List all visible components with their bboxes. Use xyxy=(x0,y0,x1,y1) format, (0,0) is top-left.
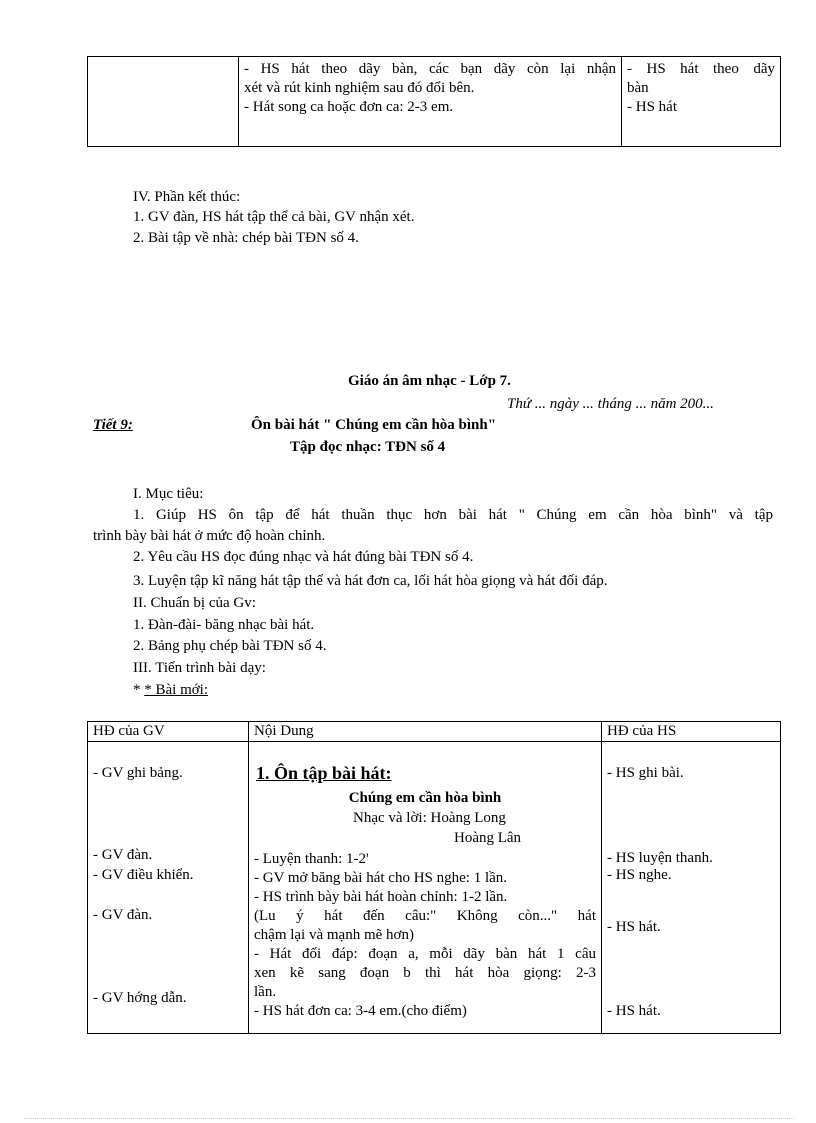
gv-activity: - GV điều khiển. xyxy=(93,867,194,883)
content-line: - Hát đối đáp: đoạn a, mỗi dãy bàn hát 1 câu xyxy=(254,946,596,962)
ending-item-1: 1. GV đàn, HS hát tập thể cả bài, GV nhận xét. xyxy=(133,209,415,225)
lesson-subtitle-2: Tập đọc nhạc: TĐN số 4 xyxy=(290,439,446,455)
objectives-heading: I. Mục tiêu: xyxy=(133,486,204,502)
hs-activity: - HS luyện thanh. xyxy=(607,850,713,866)
content-line: (Lu ý hát đến câu:" Không còn..." hát xyxy=(254,908,596,924)
ending-heading: IV. Phần kết thúc: xyxy=(133,189,241,205)
main-table xyxy=(87,721,781,1034)
lesson-subtitle-1: Ôn bài hát " Chúng em cần hòa bình" xyxy=(251,417,497,433)
content-line: xen kẽ sang đoạn b thì hát hòa giọng: 2-3 xyxy=(254,965,596,981)
lesson-title: Giáo án âm nhạc - Lớp 7. xyxy=(348,373,511,389)
header-hs: HĐ của HS xyxy=(602,722,781,742)
song-author-2: Hoàng Lân xyxy=(454,830,522,846)
top-hs-line: bàn xyxy=(627,80,649,96)
ending-item-2: 2. Bài tập về nhà: chép bài TĐN số 4. xyxy=(133,230,359,246)
top-content-line: - HS hát theo dãy bàn, các bạn dãy còn lại nhận xyxy=(244,61,616,77)
gv-activities-cell xyxy=(88,742,249,1034)
objective-1-line-2: trình bày bài hát ở mức độ hoàn chỉnh. xyxy=(93,528,326,544)
top-hs-line: - HS hát theo dãy xyxy=(627,61,775,77)
preparation-item-1: 1. Đàn-đài- băng nhạc bài hát. xyxy=(133,617,315,633)
process-heading: III. Tiến trình bài dạy: xyxy=(133,660,266,676)
top-table-hs-cell xyxy=(622,57,781,147)
new-lesson-label: * * Bài mới: xyxy=(133,682,209,698)
gv-activity: - GV hớng dẫn. xyxy=(93,990,187,1006)
hs-activity: - HS ghi bài. xyxy=(607,765,684,781)
preparation-item-2: 2. Bảng phụ chép bài TĐN số 4. xyxy=(133,638,327,654)
hs-activity: - HS hát. xyxy=(607,919,661,935)
top-table xyxy=(87,56,781,147)
period-label: Tiết 9: xyxy=(93,417,133,433)
preparation-heading: II. Chuẩn bị của Gv: xyxy=(133,595,256,611)
top-table-content-cell xyxy=(239,57,622,147)
gv-activity: - GV ghi bảng. xyxy=(93,765,183,781)
new-lesson-text: * Bài mới: xyxy=(144,682,209,698)
top-table-gv-cell xyxy=(88,57,239,147)
objective-3: 3. Luyện tập kĩ năng hát tập thể và hát đơn ca, lối hát hòa giọng và hát đối đáp. xyxy=(133,573,608,589)
top-content-line: xét và rút kinh nghiệm sau đó đổi bên. xyxy=(244,80,475,96)
objective-1-line-1: 1. Giúp HS ôn tập để hát thuần thục hơn bài hát " Chúng em cần hòa bình" và tập xyxy=(133,507,773,523)
top-hs-line: - HS hát xyxy=(627,99,677,115)
header-gv: HĐ của GV xyxy=(88,722,249,742)
content-cell xyxy=(249,742,602,1034)
song-title: Chúng em cần hòa bình xyxy=(348,790,502,806)
content-line: - GV mở băng bài hát cho HS nghe: 1 lần. xyxy=(254,870,508,886)
page-bottom-divider xyxy=(24,1118,794,1119)
lesson-date: Thứ ... ngày ... tháng ... năm 200... xyxy=(507,396,714,412)
hs-activities-cell xyxy=(602,742,781,1034)
song-author-1: Nhạc và lời: Hoàng Long xyxy=(353,810,506,826)
content-line: - HS trình bày bài hát hoàn chỉnh: 1-2 lần. xyxy=(254,889,508,905)
objective-2: 2. Yêu cầu HS đọc đúng nhạc và hát đúng bài TĐN số 4. xyxy=(133,549,474,565)
gv-activity: - GV đàn. xyxy=(93,847,153,863)
hs-activity: - HS nghe. xyxy=(607,867,672,883)
content-line: - Luyện thanh: 1-2' xyxy=(254,851,369,867)
content-line: - HS hát đơn ca: 3-4 em.(cho điểm) xyxy=(254,1003,467,1019)
gv-activity: - GV đàn. xyxy=(93,907,153,923)
content-line: lần. xyxy=(254,984,277,1000)
content-line: chậm lại và mạnh mẽ hơn) xyxy=(254,927,414,943)
content-lines xyxy=(254,850,596,1021)
top-content-line: - Hát song ca hoặc đơn ca: 2-3 em. xyxy=(244,99,454,115)
header-content: Nội Dung xyxy=(249,722,602,742)
section-title: 1. Ôn tập bài hát: xyxy=(256,763,392,783)
hs-activity: - HS hát. xyxy=(607,1003,661,1019)
